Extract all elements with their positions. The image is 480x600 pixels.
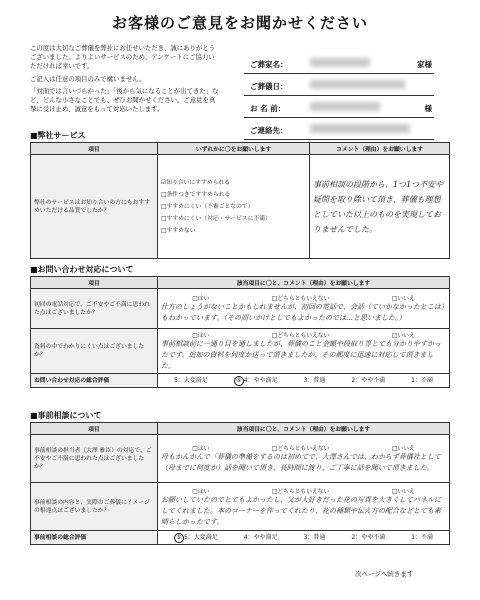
- answer-staff: [158, 435, 450, 483]
- choice-yes[interactable]: □はい: [192, 488, 210, 495]
- section-heading-consultation: ■事前相談について: [30, 411, 102, 420]
- answer-first-call: [158, 289, 450, 329]
- info-row-family: [244, 54, 434, 74]
- redacted-value: [310, 58, 370, 67]
- intro-paragraph: ご記入は任意の項目のみで構いません。: [30, 74, 146, 83]
- choice-no[interactable]: □いいえ: [391, 488, 415, 495]
- choice-yes[interactable]: □はい: [192, 333, 210, 339]
- question-staff: 事前相談の担当者（大澤 雅臣）の対応で、ご不安やご不満に思われた点はございましたか？: [31, 435, 158, 483]
- option-conditional[interactable]: □条件つきですすめられる: [161, 191, 231, 198]
- col-header-item: 項目: [31, 277, 158, 289]
- col-header-answer: 該当項目に〇と、コメント（理由）をお願いします: [158, 277, 450, 289]
- answer-image-gap: [158, 483, 450, 531]
- rating-row: [161, 532, 446, 543]
- comment-recommend: 事前相談の段階から、1つ1つ不安や疑問を取り除いて頂き、葬儀も理想としていた以上のものを実現しておりませんでした。: [310, 155, 450, 259]
- intro-paragraph: この度は大切なご葬儀を弊社にお任せいただき、誠にありがとうございました。よりよいサービスのため、アンケートにご協力いただければ幸いです。: [30, 44, 216, 71]
- choice-no[interactable]: □いいえ: [391, 296, 415, 302]
- rating-4[interactable]: 4：やや満足: [243, 534, 278, 541]
- comment-first-call: 仕方のしょうがないことかもしれませんが、初回の電話で、会話（ていかなかったとこは）もわかっています。（その問いかけとしてもよかったのでは…と思いました。）: [161, 303, 445, 322]
- col-header-item: 項目: [31, 423, 158, 435]
- customer-info: [244, 54, 434, 142]
- info-label: ご葬家名：: [250, 60, 288, 69]
- info-label: お 名 前：: [250, 104, 286, 113]
- intro-text: [30, 44, 220, 117]
- option-recommend[interactable]: ☑知り合いにすすめられる: [161, 179, 231, 186]
- service-table: [30, 142, 450, 259]
- rating-3[interactable]: 3：普通: [303, 377, 326, 384]
- choice-neutral[interactable]: □どちらともいえない: [271, 333, 330, 339]
- choice-row: [161, 293, 446, 302]
- col-header-item: 項目: [31, 143, 158, 155]
- redacted-value: [310, 102, 380, 111]
- info-label: ご連絡先：: [250, 126, 288, 135]
- info-suffix: 様: [424, 104, 432, 113]
- consultation-table: [30, 422, 450, 545]
- choice-no[interactable]: □いいえ: [391, 446, 415, 452]
- rating-2[interactable]: 2：やや不満: [351, 534, 386, 541]
- selected-mark: ⑤: [174, 533, 184, 543]
- choice-yes[interactable]: □はい: [192, 296, 210, 302]
- info-suffix: 家様: [417, 60, 432, 69]
- info-label: ご葬儀日：: [250, 82, 288, 91]
- rating-inquiry: [158, 374, 450, 388]
- choice-row: [161, 330, 446, 339]
- recommend-options: [158, 155, 310, 259]
- col-header-comment: コメント（理由）をお願いします: [310, 143, 450, 155]
- choice-neutral[interactable]: □どちらともいえない: [271, 488, 330, 495]
- rating-5-selected[interactable]: [174, 532, 218, 543]
- rating-4-selected[interactable]: [234, 375, 278, 386]
- choice-yes[interactable]: □はい: [192, 446, 210, 452]
- rating-5-label: 5：大変満足: [183, 534, 218, 541]
- rating-1[interactable]: 1：不満: [411, 534, 433, 541]
- redacted-value: [310, 124, 410, 133]
- question-materials: 資料の中でわかりにくい点はございましたか？: [31, 329, 158, 374]
- answer-materials: [158, 329, 450, 374]
- comment-image-gap: お願いしていたのでとてもよかったし、父が大好きだった花の写真を大きくしてパネルにしてくれました。本のコーナーを作ってくれたり、花の種類や伝え方の配合などとても素晴らしかったです。: [161, 495, 441, 526]
- option-hard-personal[interactable]: □すすめにくい（不審ごとなので）: [161, 203, 254, 210]
- info-row-contact: [244, 120, 434, 140]
- question-inquiry-overall: お問い合わせ対応の総合評価: [31, 374, 158, 388]
- comment-staff: 母もかんかんで「葬儀の準備をするのは初めてで、大澤さんでは、わからず葬儀社として（母までに何度か）話を聞いて頂き、長時間に渡り、ご丁寧に話を聞いて頂きました。: [161, 453, 441, 472]
- rating-2[interactable]: 2：やや不満: [351, 377, 386, 384]
- info-row-date: [244, 76, 434, 96]
- section-heading-service: ■弊社サービス: [30, 131, 86, 140]
- selected-mark: ④: [234, 376, 244, 386]
- choice-neutral[interactable]: □どちらともいえない: [271, 296, 330, 302]
- option-not-recommend[interactable]: □すすめない: [161, 227, 196, 234]
- page-title: お客様のご意見をお聞かせください: [111, 14, 368, 32]
- comment-materials: 事前相談前に一通り目を通しましたが、葬儀のこと金額や段取り等とても分かりやすかったです。追加の資料を何度か送って頂きましたが、その都度に迅速に対応して頂きました。: [161, 340, 441, 370]
- question-consultation-overall: 事前相談の総合評価: [31, 531, 158, 545]
- rating-3[interactable]: 3：普通: [303, 534, 326, 541]
- rating-1[interactable]: 1：不満: [411, 377, 433, 384]
- choice-no[interactable]: □いいえ: [391, 333, 415, 339]
- intro-paragraph: 「対面では言いづらかった」「後から気になることが出てきた」など、どんな小さなことでも、ぜひお聞かせください。ご意見を真摯に受け止め、誠意をもって対応いたします。: [30, 86, 219, 114]
- inquiry-table: [30, 276, 450, 388]
- question-recommend: 弊社のサービスはお知り合いの方にもおすすめいただける品質でしたか？: [31, 155, 158, 259]
- rating-consultation: [158, 531, 450, 545]
- choice-row: [161, 486, 446, 495]
- option-hard-dissatisfied[interactable]: □すすめにくい（対応・サービスに不満）: [161, 215, 271, 222]
- section-heading-inquiry: ■お問い合わせ対応について: [30, 265, 134, 274]
- rating-row: [161, 375, 446, 386]
- continue-note: 次ページへ続きます: [355, 570, 414, 578]
- question-image-gap: 事前相談の内容と、実際のご葬儀にイメージの相違点はございましたか？: [31, 483, 158, 531]
- redacted-value: [310, 80, 405, 89]
- col-header-choice: いずれかに〇をお願いします: [158, 143, 310, 155]
- rating-5[interactable]: 5：大変満足: [173, 377, 208, 384]
- question-first-call: 初回の電話対応で、ご不安やご不満に思われた点はございましたか？: [31, 289, 158, 329]
- info-row-name: [244, 98, 434, 118]
- choice-row: [161, 443, 446, 452]
- col-header-answer: 該当項目に〇と、コメント（理由）をお願いします: [158, 423, 450, 435]
- choice-neutral[interactable]: □どちらともいえない: [271, 446, 330, 452]
- rating-4-label: 4：やや満足: [243, 377, 278, 384]
